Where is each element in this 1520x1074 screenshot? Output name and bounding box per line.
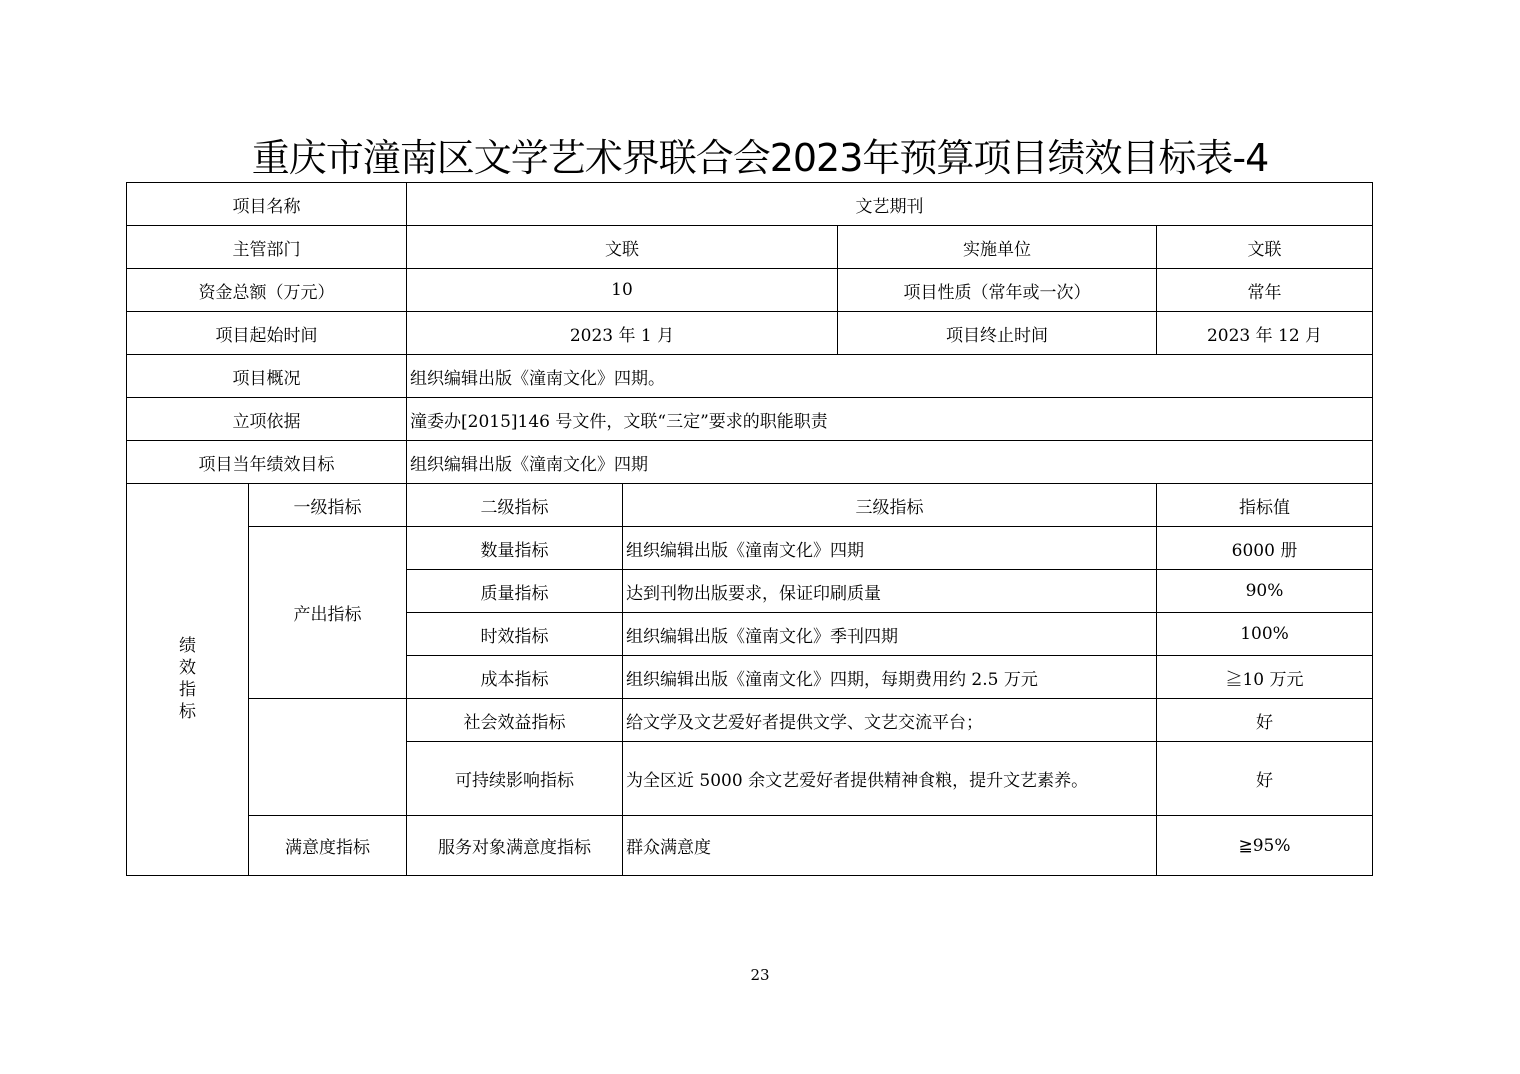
output-indicator-label: 产出指标 — [249, 527, 407, 699]
value-cell: 好 — [1157, 742, 1373, 816]
row-goal — [127, 441, 1373, 484]
dept-label: 主管部门 — [127, 226, 407, 269]
project-name-label: 项目名称 — [127, 183, 407, 226]
level3-cell: 组织编辑出版《潼南文化》四期 — [623, 527, 1157, 570]
nature-value: 常年 — [1157, 269, 1373, 312]
indicator-header-row — [127, 484, 1373, 527]
level2-cell: 服务对象满意度指标 — [407, 816, 623, 876]
performance-table — [126, 182, 1373, 876]
value-cell: 90% — [1157, 570, 1373, 613]
level2-cell: 可持续影响指标 — [407, 742, 623, 816]
impl-label: 实施单位 — [838, 226, 1157, 269]
nature-label: 项目性质（常年或一次） — [838, 269, 1157, 312]
table-row — [127, 699, 1373, 742]
dept-value: 文联 — [407, 226, 838, 269]
header-level3: 三级指标 — [623, 484, 1157, 527]
indicator-group-text: 绩效指标 — [179, 636, 196, 722]
basis-value: 潼委办[2015]146 号文件，文联“三定”要求的职能职责 — [407, 398, 1373, 441]
effect-indicator-label — [249, 699, 407, 816]
row-project-name — [127, 183, 1373, 226]
header-value: 指标值 — [1157, 484, 1373, 527]
value-cell: 100% — [1157, 613, 1373, 656]
level2-cell: 数量指标 — [407, 527, 623, 570]
basis-label: 立项依据 — [127, 398, 407, 441]
level2-cell: 社会效益指标 — [407, 699, 623, 742]
satisfaction-indicator-label: 满意度指标 — [249, 816, 407, 876]
page-number: 23 — [750, 966, 770, 984]
level3-cell: 达到刊物出版要求，保证印刷质量 — [623, 570, 1157, 613]
value-cell: ≧95% — [1157, 816, 1373, 876]
fund-value: 10 — [407, 269, 838, 312]
row-overview — [127, 355, 1373, 398]
end-value: 2023 年 12 月 — [1157, 312, 1373, 355]
value-cell: 好 — [1157, 699, 1373, 742]
value-cell: 6000 册 — [1157, 527, 1373, 570]
row-department — [127, 226, 1373, 269]
level3-cell: 为全区近 5000 余文艺爱好者提供精神食粮，提升文艺素养。 — [623, 742, 1157, 816]
goal-label: 项目当年绩效目标 — [127, 441, 407, 484]
row-fund — [127, 269, 1373, 312]
project-name-value: 文艺期刊 — [407, 183, 1373, 226]
row-time — [127, 312, 1373, 355]
level2-cell: 质量指标 — [407, 570, 623, 613]
level3-cell: 给文学及文艺爱好者提供文学、文艺交流平台； — [623, 699, 1157, 742]
level2-cell: 时效指标 — [407, 613, 623, 656]
impl-value: 文联 — [1157, 226, 1373, 269]
start-label: 项目起始时间 — [127, 312, 407, 355]
level2-cell: 成本指标 — [407, 656, 623, 699]
header-level1: 一级指标 — [249, 484, 407, 527]
header-level2: 二级指标 — [407, 484, 623, 527]
indicator-group-label — [127, 484, 249, 876]
page-title: 重庆市潼南区文学艺术界联合会2023年预算项目绩效目标表-4 — [251, 136, 1269, 180]
row-basis — [127, 398, 1373, 441]
table-row — [127, 816, 1373, 876]
start-value: 2023 年 1 月 — [407, 312, 838, 355]
value-cell: ≧10 万元 — [1157, 656, 1373, 699]
end-label: 项目终止时间 — [838, 312, 1157, 355]
level3-cell: 群众满意度 — [623, 816, 1157, 876]
fund-label: 资金总额（万元） — [127, 269, 407, 312]
level3-cell: 组织编辑出版《潼南文化》四期，每期费用约 2.5 万元 — [623, 656, 1157, 699]
level3-cell: 组织编辑出版《潼南文化》季刊四期 — [623, 613, 1157, 656]
overview-value: 组织编辑出版《潼南文化》四期。 — [407, 355, 1373, 398]
table-row — [127, 527, 1373, 570]
overview-label: 项目概况 — [127, 355, 407, 398]
goal-value: 组织编辑出版《潼南文化》四期 — [407, 441, 1373, 484]
